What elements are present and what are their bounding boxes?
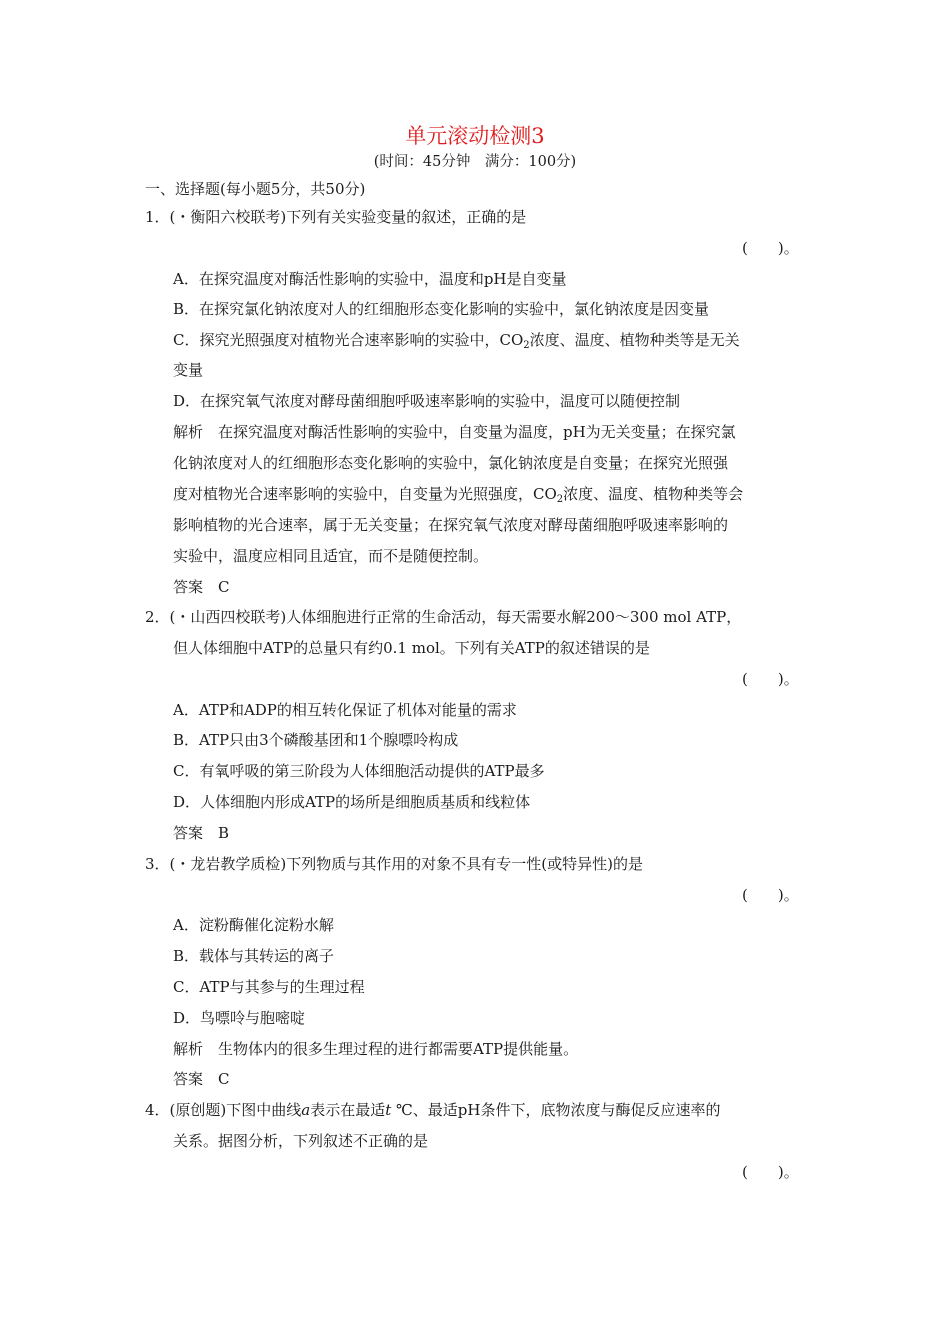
section-heading: 一、选择题(每小题5分，共50分)	[145, 180, 366, 198]
q3-answer-blank: ( )。	[742, 886, 799, 904]
q4-answer-blank: ( )。	[742, 1163, 799, 1181]
q4-stem-text-2: 表示在最适	[310, 1101, 386, 1119]
q2-stem-line1: 2．(・山西四校联考)人体细胞进行正常的生命活动，每天需要水解200～300 mol ATP，	[145, 608, 742, 626]
q2-option-b: B．ATP只由3个磷酸基团和1个腺嘌呤构成	[173, 731, 459, 749]
q3-option-c: C．ATP与其参与的生理过程	[173, 978, 365, 996]
q1-option-c-cont: 变量	[173, 361, 204, 379]
q1-option-c-sub: 2	[523, 340, 530, 351]
q3-option-a: A．淀粉酶催化淀粉水解	[173, 916, 334, 934]
q1-explanation-line4: 影响植物的光合速率，属于无关变量；在探究氧气浓度对酵母菌细胞呼吸速率影响的	[173, 516, 729, 534]
q1-option-b: B．在探究氯化钠浓度对人的红细胞形态变化影响的实验中，氯化钠浓度是因变量	[173, 300, 710, 318]
q1-explanation-line3	[173, 484, 743, 510]
q1-explanation-line3-text: 度对植物光合速率影响的实验中，自变量为光照强度，CO	[173, 485, 557, 503]
q1-option-c-text: C．探究光照强度对植物光合速率影响的实验中，CO	[173, 331, 524, 349]
q3-stem: 3．(・龙岩教学质检)下列物质与其作用的对象不具有专一性(或特异性)的是	[145, 855, 643, 873]
q1-stem: 1．(・衡阳六校联考)下列有关实验变量的叙述，正确的是	[145, 208, 527, 226]
q4-stem-text-3: ℃、最适pH条件下，底物浓度与酶促反应速率的	[391, 1101, 721, 1119]
q1-option-c	[173, 330, 740, 356]
q2-stem-line2: 但人体细胞中ATP的总量只有约0.1 mol。下列有关ATP的叙述错误的是	[173, 639, 650, 657]
q1-explanation-line2: 化钠浓度对人的红细胞形态变化影响的实验中，氯化钠浓度是自变量；在探究光照强	[173, 454, 729, 472]
q1-explanation-line5: 实验中，温度应相同且适宜，而不是随便控制。	[173, 547, 489, 565]
q1-option-c-text-tail: 浓度、温度、植物种类等是无关	[529, 331, 740, 349]
page-subtitle: (时间：45分钟 满分：100分)	[373, 154, 577, 170]
q1-explanation-line3-tail: 浓度、温度、植物种类等会	[563, 485, 744, 503]
q3-option-b: B．载体与其转运的离子	[173, 947, 335, 965]
q4-stem-var-a: a	[301, 1101, 311, 1119]
q3-answer: 答案 C	[173, 1070, 230, 1088]
q1-answer-blank: ( )。	[742, 239, 799, 257]
q1-option-d: D．在探究氧气浓度对酵母菌细胞呼吸速率影响的实验中，温度可以随便控制	[173, 392, 681, 410]
q3-option-d: D．鸟嘌呤与胞嘧啶	[173, 1009, 306, 1027]
q2-option-c: C．有氧呼吸的第三阶段为人体细胞活动提供的ATP最多	[173, 762, 545, 780]
page-title: 单元滚动检测3	[405, 124, 545, 148]
q2-answer: 答案 B	[173, 824, 230, 842]
q4-stem-var-t: t	[385, 1101, 392, 1119]
q3-explanation: 解析 生物体内的很多生理过程的进行都需要ATP提供能量。	[173, 1040, 579, 1058]
q2-answer-blank: ( )。	[742, 670, 799, 688]
q1-option-a: A．在探究温度对酶活性影响的实验中，温度和pH是自变量	[173, 270, 567, 288]
q4-stem-line2: 关系。据图分析，下列叙述不正确的是	[173, 1132, 429, 1150]
q4-stem-line1	[145, 1100, 720, 1120]
q2-option-d: D．人体细胞内形成ATP的场所是细胞质基质和线粒体	[173, 793, 531, 811]
q1-explanation-line1: 解析 在探究温度对酶活性影响的实验中，自变量为温度，pH为无关变量；在探究氯	[173, 423, 736, 441]
q1-explanation-line3-sub: 2	[556, 494, 564, 505]
q2-option-a: A．ATP和ADP的相互转化保证了机体对能量的需求	[173, 701, 517, 719]
q1-answer: 答案 C	[173, 578, 230, 596]
q4-stem-text: 4．(原创题)下图中曲线	[145, 1101, 302, 1119]
